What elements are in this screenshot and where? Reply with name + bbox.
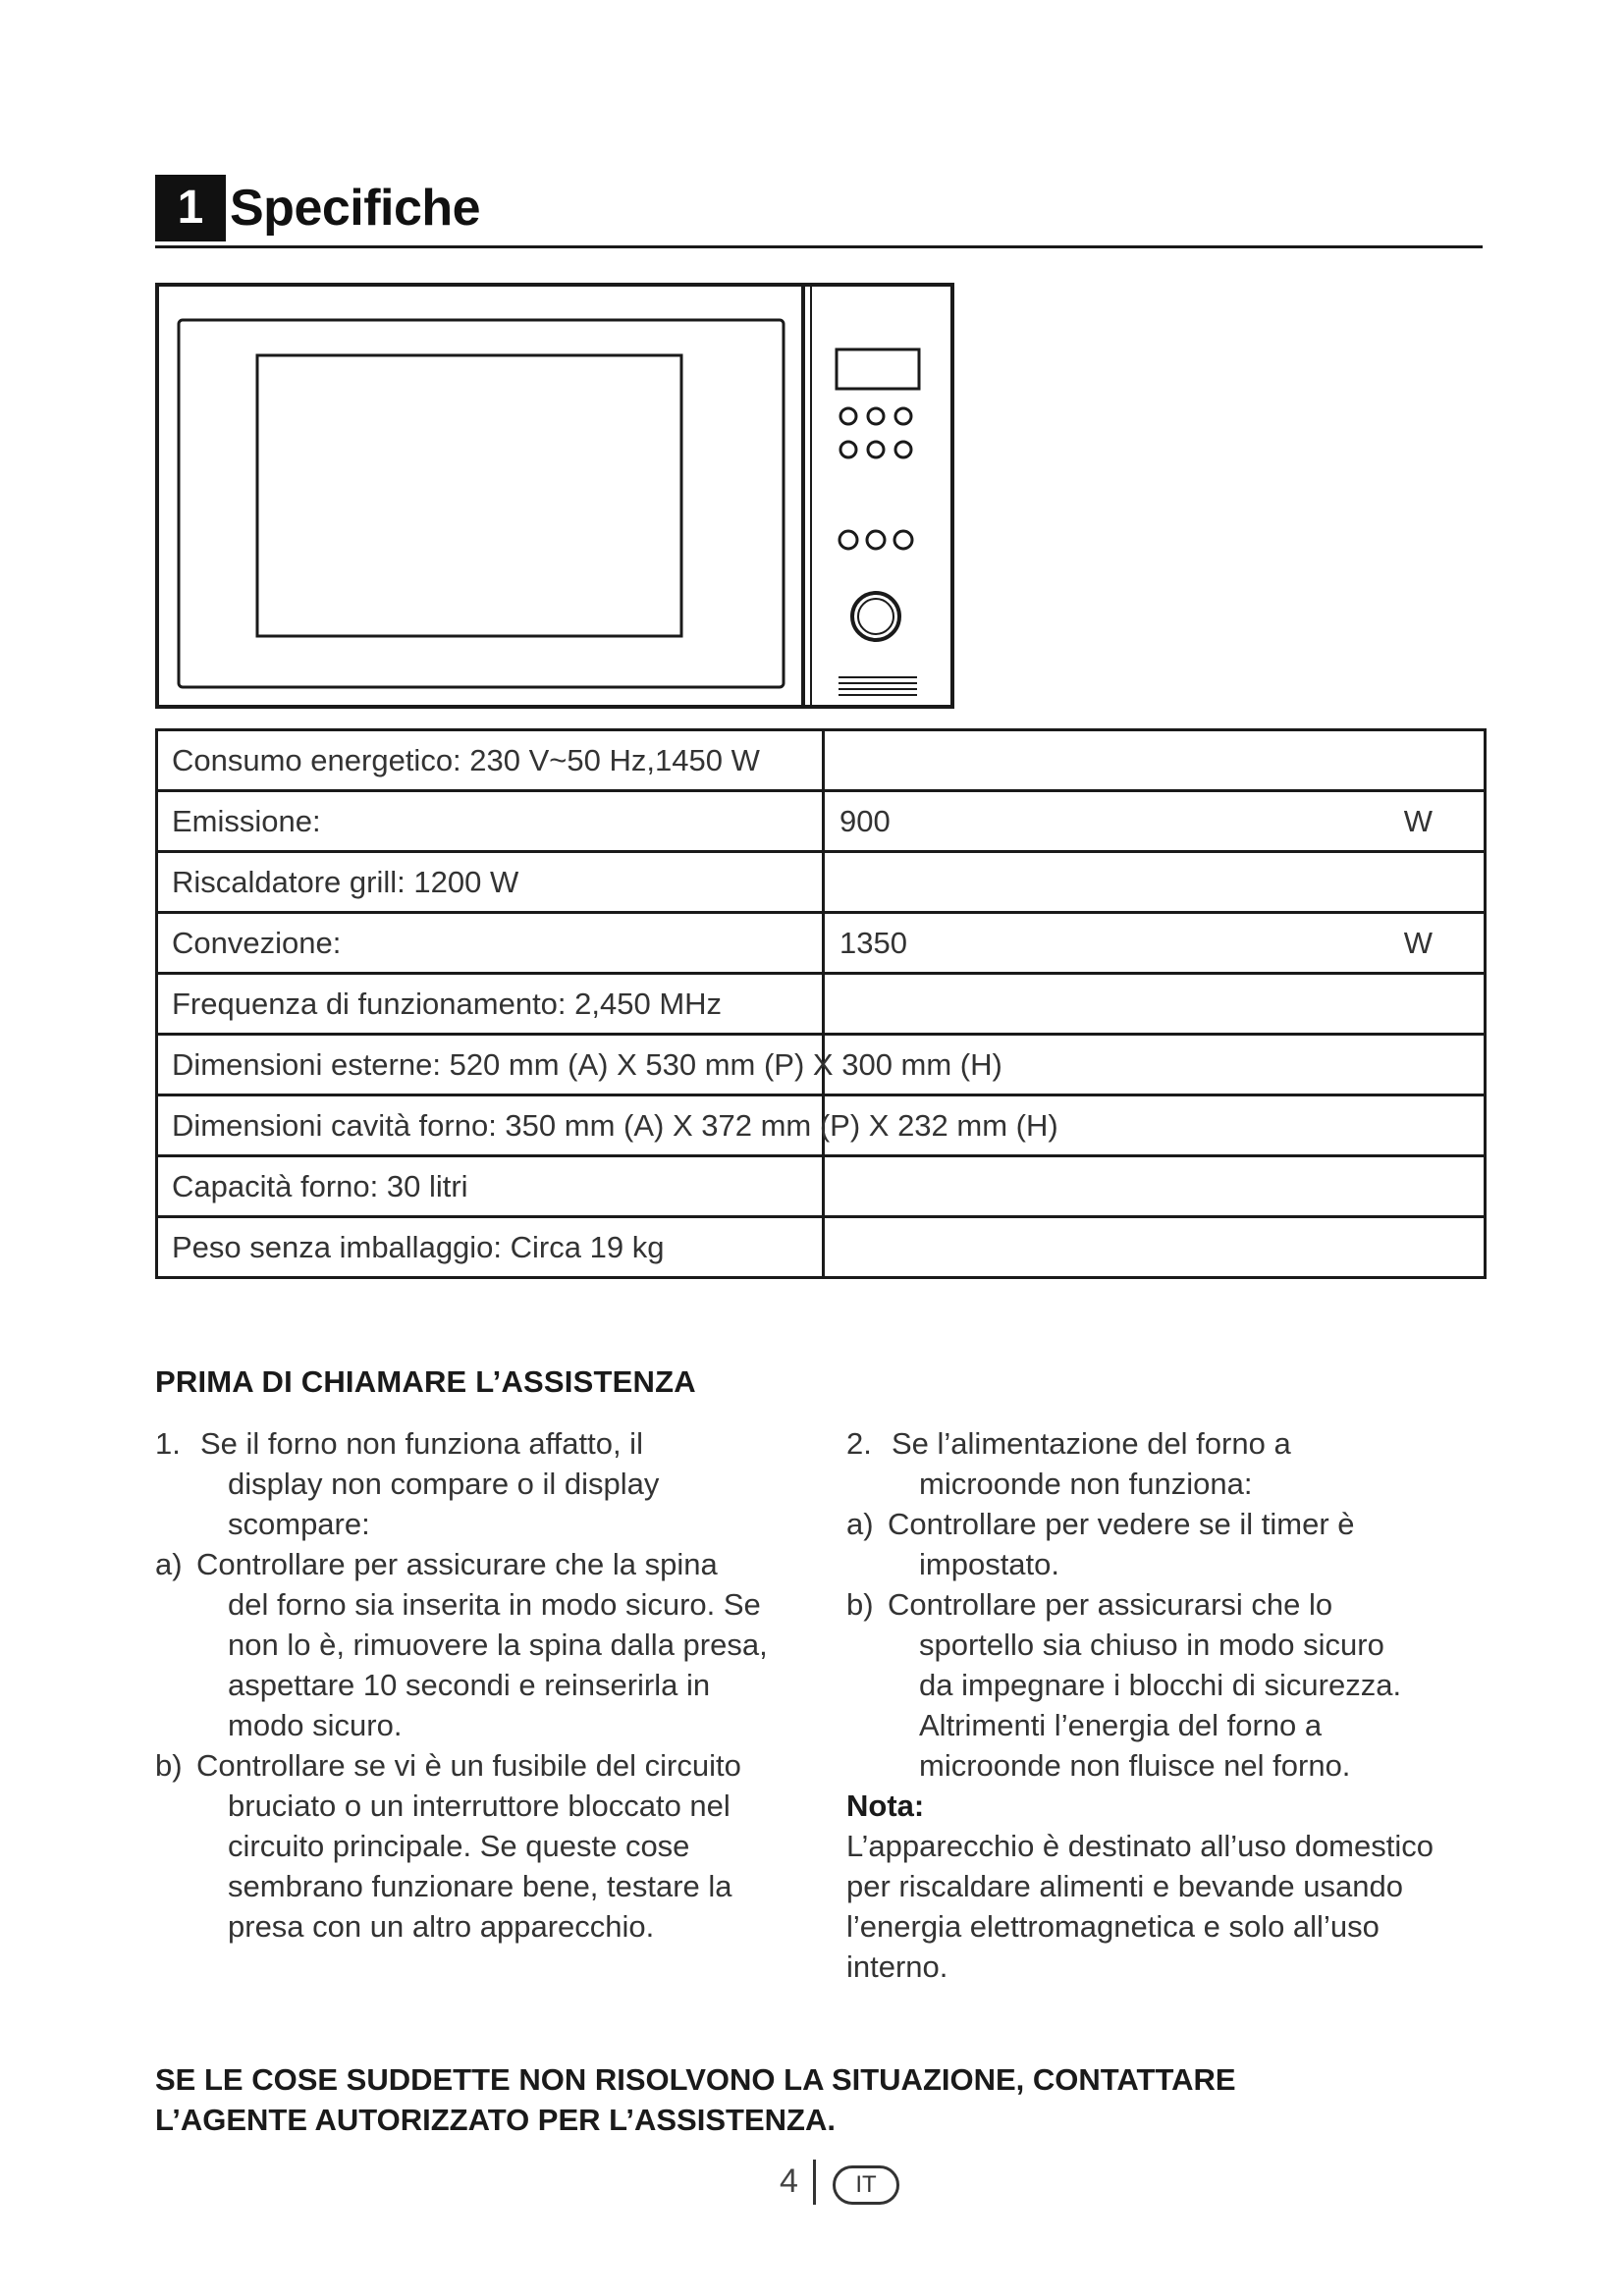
page-number: 4 <box>780 2163 798 2200</box>
list-marker: 1. <box>155 1426 181 1461</box>
contact-warning <box>155 2059 1432 2140</box>
assistance-right-column <box>846 1423 1494 1987</box>
spec-row <box>155 1218 1487 1279</box>
spec-row <box>155 914 1487 975</box>
list-item <box>155 1423 803 1464</box>
text-line: sembrano funzionare bene, testare la <box>228 1869 732 1903</box>
text-line: presa con un altro apparecchio. <box>228 1909 655 1944</box>
display-panel <box>837 349 919 389</box>
text-line: da impegnare i blocchi di sicurezza. <box>919 1668 1402 1702</box>
note-line: L’apparecchio è destinato all’uso domestico <box>846 1829 1434 1863</box>
section-heading <box>155 169 1483 248</box>
text-line: Controllare per vedere se il timer è <box>888 1507 1355 1541</box>
list-item <box>155 1745 803 1786</box>
language-badge: IT <box>833 2165 899 2205</box>
spec-row <box>155 1036 1487 1096</box>
spec-row <box>155 792 1487 853</box>
spec-row <box>155 975 1487 1036</box>
spec-row <box>155 728 1487 792</box>
text-line: impostato. <box>919 1547 1060 1581</box>
text-line: Se l’alimentazione del forno a <box>892 1426 1291 1461</box>
warning-line: SE LE COSE SUDDETTE NON RISOLVONO LA SITUAZIONE, CONTATTARE <box>155 2062 1236 2097</box>
assistance-left-column <box>155 1423 803 1947</box>
text-line: Controllare se vi è un fusibile del circuito <box>196 1748 741 1783</box>
spec-label: Dimensioni cavità forno: 350 mm (A) X 372 mm (P) X 232 mm (H) <box>172 1108 1058 1143</box>
spec-label: Capacità forno: 30 litri <box>172 1169 468 1203</box>
spec-label: Emissione: <box>172 804 321 838</box>
note-line: l’energia elettromagnetica e solo all’uso <box>846 1909 1380 1944</box>
spec-label: Peso senza imballaggio: Circa 19 kg <box>172 1230 665 1264</box>
spec-table <box>155 728 1487 1279</box>
text-line: aspettare 10 secondi e reinserirla in <box>228 1668 711 1702</box>
text-line: display non compare o il display <box>228 1467 660 1501</box>
section-number: 1 <box>155 175 226 241</box>
list-marker: a) <box>846 1507 874 1541</box>
control-buttons <box>839 408 912 549</box>
list-item <box>846 1504 1494 1544</box>
list-item <box>155 1544 803 1584</box>
note-line: per riscaldare alimenti e bevande usando <box>846 1869 1403 1903</box>
text-line: Controllare per assicurarsi che lo <box>888 1587 1333 1622</box>
spec-value: 1350 <box>839 926 907 960</box>
spec-row <box>155 853 1487 914</box>
text-line: Controllare per assicurare che la spina <box>196 1547 718 1581</box>
list-item <box>846 1584 1494 1625</box>
text-line: del forno sia inserita in modo sicuro. Se <box>228 1587 761 1622</box>
list-marker: a) <box>155 1547 183 1581</box>
spec-row <box>155 1157 1487 1218</box>
text-line: modo sicuro. <box>228 1708 403 1742</box>
page-title: Specifiche <box>230 180 481 237</box>
spec-label: Dimensioni esterne: 520 mm (A) X 530 mm (P) X 300 mm (H) <box>172 1047 1002 1082</box>
spec-label: Riscaldatore grill: 1200 W <box>172 865 519 899</box>
assistance-title: PRIMA DI CHIAMARE L’ASSISTENZA <box>155 1364 696 1399</box>
spec-unit: W <box>1403 804 1433 838</box>
text-line: non lo è, rimuovere la spina dalla presa, <box>228 1628 768 1662</box>
text-line: Se il forno non funziona affatto, il <box>200 1426 643 1461</box>
spec-row <box>155 1096 1487 1157</box>
spec-label: Convezione: <box>172 926 342 960</box>
text-line: circuito principale. Se queste cose <box>228 1829 690 1863</box>
list-marker: b) <box>155 1748 183 1783</box>
text-line: sportello sia chiuso in modo sicuro <box>919 1628 1384 1662</box>
vent-grille <box>839 677 917 695</box>
spec-label: Consumo energetico: 230 V~50 Hz,1450 W <box>172 743 760 777</box>
oven-body <box>157 285 952 707</box>
text-line: bruciato o un interruttore bloccato nel <box>228 1789 731 1823</box>
list-item <box>846 1423 1494 1464</box>
note-line: interno. <box>846 1949 948 1984</box>
note-title: Nota: <box>846 1789 925 1823</box>
microwave-illustration <box>155 283 956 711</box>
spec-label: Frequenza di funzionamento: 2,450 MHz <box>172 987 723 1021</box>
footer-divider <box>813 2160 816 2205</box>
spec-value: 900 <box>839 804 891 838</box>
list-marker: b) <box>846 1587 874 1622</box>
oven-door <box>179 320 784 687</box>
text-line: microonde non funziona: <box>919 1467 1253 1501</box>
text-line: microonde non fluisce nel forno. <box>919 1748 1351 1783</box>
warning-line: L’AGENTE AUTORIZZATO PER L’ASSISTENZA. <box>155 2103 836 2137</box>
list-marker: 2. <box>846 1426 872 1461</box>
door-window <box>257 355 681 636</box>
dial-knob <box>852 593 899 640</box>
text-line: scompare: <box>228 1507 370 1541</box>
text-line: Altrimenti l’energia del forno a <box>919 1708 1323 1742</box>
spec-unit: W <box>1403 926 1433 960</box>
